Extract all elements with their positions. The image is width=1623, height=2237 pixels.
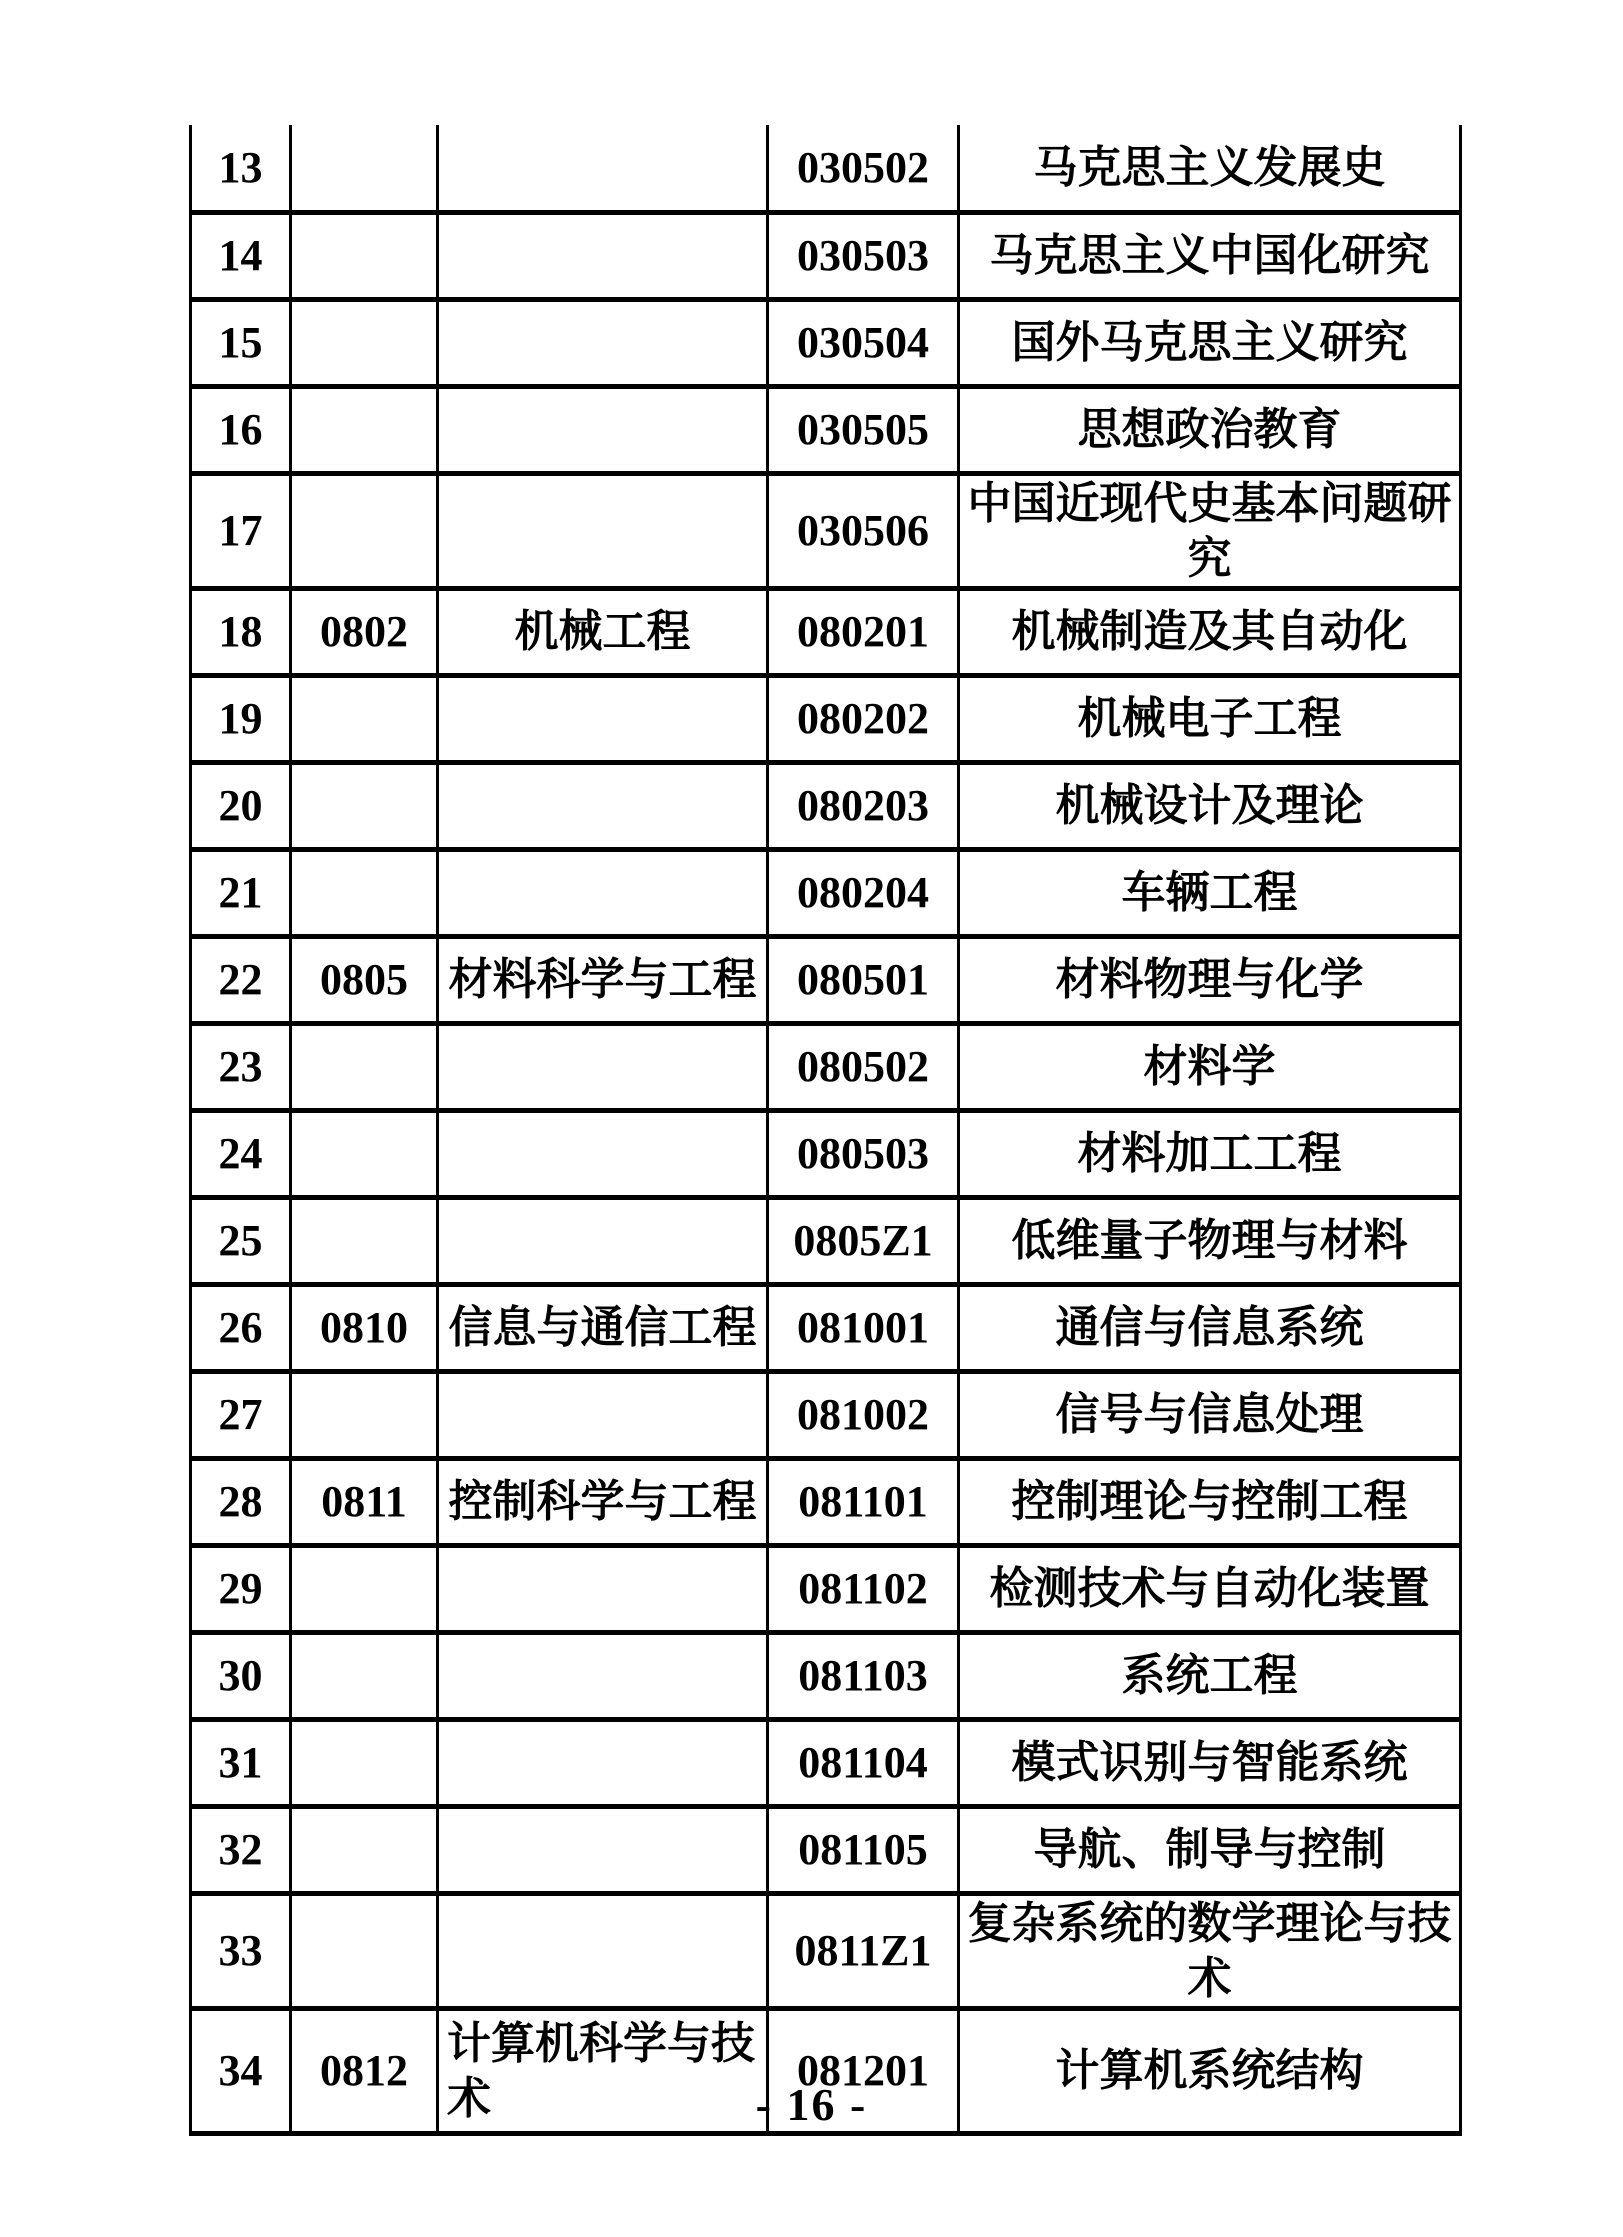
row-index-cell: 28 <box>191 1458 291 1545</box>
row-index-cell: 29 <box>191 1545 291 1632</box>
major-code-cell: 080204 <box>768 849 959 936</box>
category-code-cell <box>291 1197 438 1284</box>
row-index-cell: 18 <box>191 588 291 675</box>
row-index-cell: 14 <box>191 212 291 299</box>
row-index-cell: 13 <box>191 125 291 212</box>
major-code-cell: 081101 <box>768 1458 959 1545</box>
major-code-cell: 080502 <box>768 1023 959 1110</box>
major-name-cell: 机械电子工程 <box>959 675 1461 762</box>
major-name-cell: 机械设计及理论 <box>959 762 1461 849</box>
table-row <box>191 299 1461 386</box>
major-code-cell: 030504 <box>768 299 959 386</box>
category-name-cell: 信息与通信工程 <box>438 1284 768 1371</box>
category-name-cell: 机械工程 <box>438 588 768 675</box>
row-index-cell: 27 <box>191 1371 291 1458</box>
category-code-cell <box>291 762 438 849</box>
row-index-cell: 30 <box>191 1632 291 1719</box>
category-code-cell <box>291 1893 438 2008</box>
category-code-cell <box>291 1545 438 1632</box>
major-code-cell: 0811Z1 <box>768 1893 959 2008</box>
row-index-cell: 16 <box>191 386 291 473</box>
category-code-cell: 0805 <box>291 936 438 1023</box>
major-name-cell: 信号与信息处理 <box>959 1371 1461 1458</box>
category-code-cell <box>291 1371 438 1458</box>
category-name-cell <box>438 1719 768 1806</box>
row-index-cell: 24 <box>191 1110 291 1197</box>
major-name-cell: 导航、制导与控制 <box>959 1806 1461 1893</box>
table-row <box>191 473 1461 588</box>
major-code-cell: 081104 <box>768 1719 959 1806</box>
major-name-cell: 复杂系统的数学理论与技术 <box>959 1893 1461 2008</box>
table-row <box>191 936 1461 1023</box>
category-name-cell <box>438 849 768 936</box>
row-index-cell: 19 <box>191 675 291 762</box>
table-row <box>191 1806 1461 1893</box>
category-name-cell: 材料科学与工程 <box>438 936 768 1023</box>
major-name-cell: 材料学 <box>959 1023 1461 1110</box>
category-code-cell <box>291 386 438 473</box>
category-name-cell <box>438 1197 768 1284</box>
row-index-cell: 33 <box>191 1893 291 2008</box>
category-code-cell <box>291 299 438 386</box>
major-name-cell: 思想政治教育 <box>959 386 1461 473</box>
category-code-cell: 0811 <box>291 1458 438 1545</box>
category-code-cell: 0810 <box>291 1284 438 1371</box>
category-code-cell <box>291 849 438 936</box>
major-name-cell: 材料加工工程 <box>959 1110 1461 1197</box>
category-name-cell: 控制科学与工程 <box>438 1458 768 1545</box>
table-row <box>191 386 1461 473</box>
major-code-cell: 081201 <box>768 2008 959 2133</box>
category-name-cell <box>438 1545 768 1632</box>
category-name-cell <box>438 386 768 473</box>
table-row <box>191 212 1461 299</box>
row-index-cell: 21 <box>191 849 291 936</box>
category-name-cell <box>438 1371 768 1458</box>
row-index-cell: 23 <box>191 1023 291 1110</box>
table-row <box>191 1632 1461 1719</box>
category-code-cell <box>291 1023 438 1110</box>
major-name-cell: 通信与信息系统 <box>959 1284 1461 1371</box>
table-row <box>191 1458 1461 1545</box>
major-name-cell: 马克思主义中国化研究 <box>959 212 1461 299</box>
category-name-cell <box>438 473 768 588</box>
major-code-cell: 080201 <box>768 588 959 675</box>
major-code-cell: 081103 <box>768 1632 959 1719</box>
major-code-cell: 030502 <box>768 125 959 212</box>
category-name-cell <box>438 212 768 299</box>
major-code-cell: 030503 <box>768 212 959 299</box>
major-name-cell: 计算机系统结构 <box>959 2008 1461 2133</box>
major-name-cell: 马克思主义发展史 <box>959 125 1461 212</box>
discipline-table-body <box>191 125 1461 2133</box>
category-name-cell: 计算机科学与技术 <box>438 2008 768 2133</box>
major-code-cell: 081002 <box>768 1371 959 1458</box>
category-name-cell <box>438 1023 768 1110</box>
table-row <box>191 849 1461 936</box>
category-name-cell <box>438 675 768 762</box>
category-name-cell <box>438 1632 768 1719</box>
category-code-cell: 0802 <box>291 588 438 675</box>
table-row <box>191 1545 1461 1632</box>
category-name-cell <box>438 1110 768 1197</box>
page-number: - 16 - <box>755 2079 868 2130</box>
major-name-cell: 车辆工程 <box>959 849 1461 936</box>
major-code-cell: 080503 <box>768 1110 959 1197</box>
major-code-cell: 081102 <box>768 1545 959 1632</box>
category-code-cell <box>291 675 438 762</box>
category-name-cell <box>438 299 768 386</box>
table-row <box>191 1284 1461 1371</box>
category-code-cell <box>291 473 438 588</box>
row-index-cell: 26 <box>191 1284 291 1371</box>
category-code-cell <box>291 125 438 212</box>
table-row <box>191 762 1461 849</box>
major-name-cell: 控制理论与控制工程 <box>959 1458 1461 1545</box>
major-code-cell: 081001 <box>768 1284 959 1371</box>
category-name-cell <box>438 1806 768 1893</box>
major-name-cell: 系统工程 <box>959 1632 1461 1719</box>
category-code-cell: 0812 <box>291 2008 438 2133</box>
row-index-cell: 31 <box>191 1719 291 1806</box>
major-code-cell: 080202 <box>768 675 959 762</box>
major-name-cell: 低维量子物理与材料 <box>959 1197 1461 1284</box>
major-name-cell: 检测技术与自动化装置 <box>959 1545 1461 1632</box>
major-code-cell: 080501 <box>768 936 959 1023</box>
row-index-cell: 32 <box>191 1806 291 1893</box>
category-code-cell <box>291 1806 438 1893</box>
category-name-cell <box>438 762 768 849</box>
table-row <box>191 1197 1461 1284</box>
category-name-cell <box>438 1893 768 2008</box>
table-row <box>191 1893 1461 2008</box>
major-name-cell: 模式识别与智能系统 <box>959 1719 1461 1806</box>
table-row <box>191 1023 1461 1110</box>
category-code-cell <box>291 212 438 299</box>
category-name-cell <box>438 125 768 212</box>
major-code-cell: 081105 <box>768 1806 959 1893</box>
major-name-cell: 机械制造及其自动化 <box>959 588 1461 675</box>
row-index-cell: 22 <box>191 936 291 1023</box>
major-code-cell: 0805Z1 <box>768 1197 959 1284</box>
category-code-cell <box>291 1110 438 1197</box>
table-row <box>191 588 1461 675</box>
major-code-cell: 030505 <box>768 386 959 473</box>
table-row <box>191 125 1461 212</box>
row-index-cell: 17 <box>191 473 291 588</box>
table-row <box>191 675 1461 762</box>
major-name-cell: 中国近现代史基本问题研究 <box>959 473 1461 588</box>
table-row <box>191 1371 1461 1458</box>
row-index-cell: 34 <box>191 2008 291 2133</box>
category-code-cell <box>291 1719 438 1806</box>
major-name-cell: 国外马克思主义研究 <box>959 299 1461 386</box>
row-index-cell: 25 <box>191 1197 291 1284</box>
row-index-cell: 15 <box>191 299 291 386</box>
major-code-cell: 080203 <box>768 762 959 849</box>
discipline-code-table <box>189 125 1462 2136</box>
table-row <box>191 1110 1461 1197</box>
row-index-cell: 20 <box>191 762 291 849</box>
major-code-cell: 030506 <box>768 473 959 588</box>
major-name-cell: 材料物理与化学 <box>959 936 1461 1023</box>
table-row <box>191 1719 1461 1806</box>
category-code-cell <box>291 1632 438 1719</box>
